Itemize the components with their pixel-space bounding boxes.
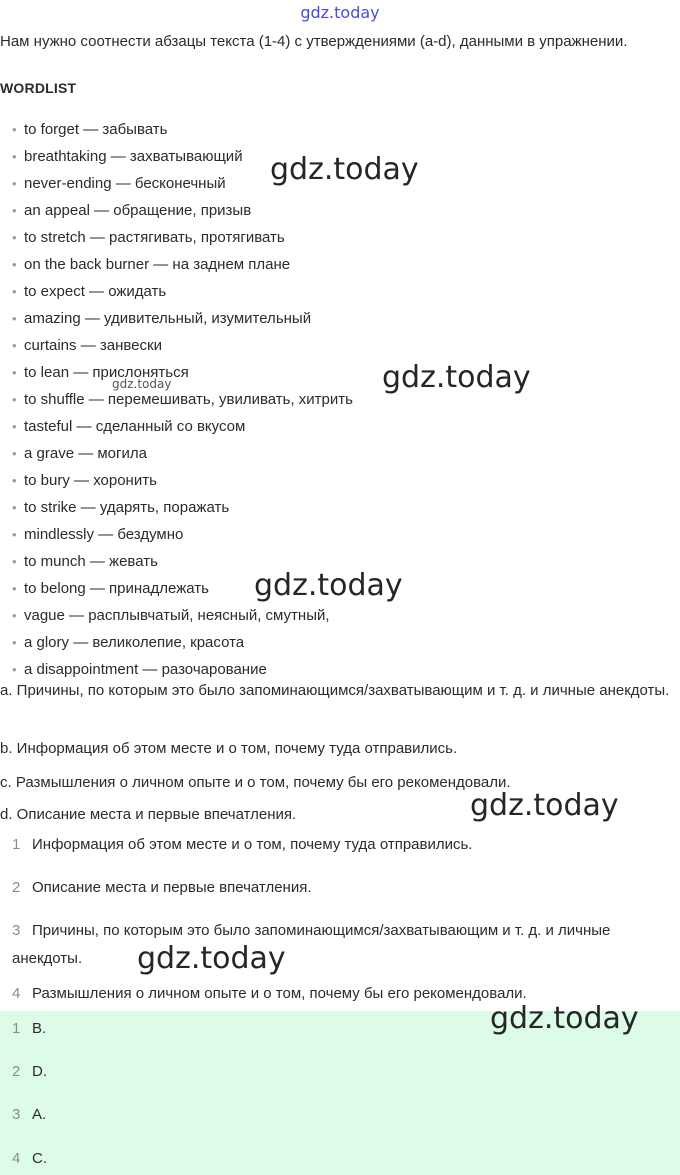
bullet-icon: • [12, 527, 17, 542]
watermark: gdz.today [254, 568, 403, 603]
bullet-icon: • [12, 122, 17, 137]
list-item: • amazing — удивительный, изумительный [12, 305, 353, 332]
bullet-icon: • [12, 176, 17, 191]
list-item: • to stretch — растягивать, протягивать [12, 224, 353, 251]
bullet-icon: • [12, 473, 17, 488]
paragraph-item-4: 4 Размышления о личном опыте и о том, почему бы его рекомендовали. [12, 985, 527, 1002]
statement-d: d. Описание места и первые впечатления. [0, 806, 297, 823]
bullet-icon: • [12, 662, 17, 677]
paragraph-item-1: 1 Информация об этом месте и о том, почему туда отправились. [12, 836, 473, 853]
list-item: • to forget — забывать [12, 116, 353, 143]
statement-c: c. Размышления о личном опыте и о том, почему бы его рекомендовали. [0, 774, 511, 791]
bullet-icon: • [12, 311, 17, 326]
list-item: • vague — расплывчатый, неясный, смутный, [12, 602, 353, 629]
answer-row-1: 1 B. [12, 1020, 47, 1037]
list-item: • tasteful — сделанный со вкусом [12, 413, 353, 440]
watermark: gdz.today [270, 152, 419, 187]
watermark: gdz.today [382, 360, 531, 395]
list-item: • to bury — хоронить [12, 467, 353, 494]
bullet-icon: • [12, 257, 17, 272]
list-item: • to strike — ударять, поражать [12, 494, 353, 521]
bullet-icon: • [12, 608, 17, 623]
bullet-icon: • [12, 392, 17, 407]
wordlist-title: WORDLIST [0, 80, 77, 96]
list-item: • a grave — могила [12, 440, 353, 467]
watermark: gdz.today [112, 377, 172, 391]
bullet-icon: • [12, 446, 17, 461]
bullet-icon: • [12, 554, 17, 569]
bullet-icon: • [12, 365, 17, 380]
watermark: gdz.today [137, 941, 286, 976]
bullet-icon: • [12, 419, 17, 434]
watermark: gdz.today [470, 788, 619, 823]
bullet-icon: • [12, 500, 17, 515]
list-item: • an appeal — обращение, призыв [12, 197, 353, 224]
list-item: • a glory — великолепие, красота [12, 629, 353, 656]
list-item: • mindlessly — бездумно [12, 521, 353, 548]
list-item: • to belong — принадлежать [12, 575, 353, 602]
paragraph-item-2: 2 Описание места и первые впечатления. [12, 879, 312, 896]
answer-row-2: 2 D. [12, 1063, 47, 1080]
list-item: • to expect — ожидать [12, 278, 353, 305]
list-item: • curtains — занвески [12, 332, 353, 359]
bullet-icon: • [12, 284, 17, 299]
answer-row-4: 4 C. [12, 1150, 47, 1167]
list-item: • on the back burner — на заднем плане [12, 251, 353, 278]
bullet-icon: • [12, 635, 17, 650]
list-item: • to shuffle — перемешивать, увиливать, хитрить [12, 386, 353, 413]
list-item: • to lean — прислоняться [12, 359, 353, 386]
header-site-mark: gdz.today [300, 3, 380, 22]
statement-b: b. Информация об этом месте и о том, почему туда отправились. [0, 740, 458, 757]
list-item: • never-ending — бесконечный [12, 170, 353, 197]
bullet-icon: • [12, 203, 17, 218]
bullet-icon: • [12, 338, 17, 353]
watermark: gdz.today [490, 1001, 639, 1036]
answer-row-3: 3 A. [12, 1106, 47, 1123]
list-item: • a disappointment — разочарование [12, 656, 353, 683]
statement-a: a. Причины, по которым это было запоминающимся/захватывающим и т. д. и личные анекдоты. [0, 682, 670, 699]
bullet-icon: • [12, 149, 17, 164]
list-item: • to munch — жевать [12, 548, 353, 575]
list-item: • breathtaking — захватывающий [12, 143, 353, 170]
intro-text: Нам нужно соотнести абзацы текста (1-4) с утверждениями (a-d), данными в упражнении. [0, 33, 628, 50]
bullet-icon: • [12, 581, 17, 596]
paragraph-item-3: 3 Причины, по которым это было запоминающимся/захватывающим и т. д. и личные анекдоты. [12, 922, 611, 967]
bullet-icon: • [12, 230, 17, 245]
